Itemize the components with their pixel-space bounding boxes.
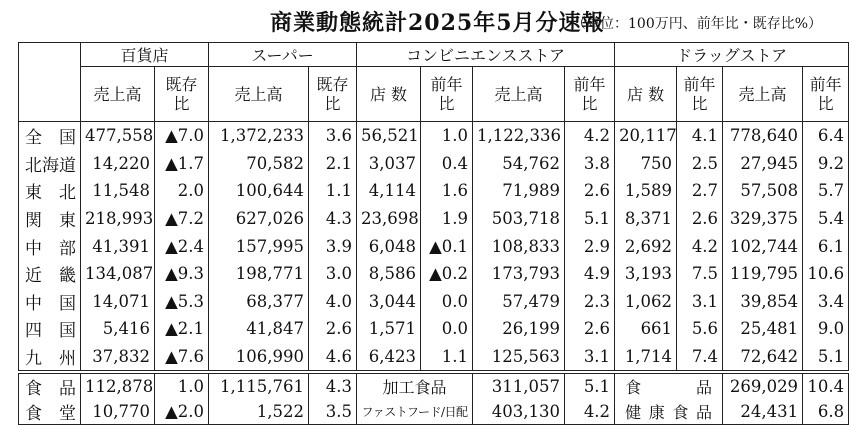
cell-cvs-sales-yoy: 2.3 — [565, 288, 615, 316]
cell-drug-stores-yoy: 4.2 — [677, 232, 723, 260]
cell-drug-stores: 8,371 — [615, 205, 677, 233]
cell-drug-stores-yoy: 3.1 — [677, 288, 723, 316]
table-row — [19, 232, 849, 260]
cell-cvs-yoy: 4.2 — [565, 399, 615, 425]
cell-drug-stores-yoy: 2.6 — [677, 205, 723, 233]
cell-super-exist: 3.9 — [309, 232, 357, 260]
cell-dept-exist: 2.0 — [155, 177, 209, 205]
cell-super-exist: 1.1 — [309, 177, 357, 205]
cell-cvs-stores-yoy: 0.4 — [421, 150, 473, 178]
cell-super-sales: 1,115,761 — [209, 374, 309, 400]
table-row — [19, 205, 849, 233]
cell-drug-sales-yoy: 5.4 — [803, 205, 849, 233]
category-label: 食 堂 — [19, 399, 81, 425]
category-rows — [19, 374, 849, 425]
cell-drug-sales: 269,029 — [723, 374, 803, 400]
cell-cvs-stores-yoy: 1.0 — [421, 122, 473, 150]
cell-super-sales: 1,522 — [209, 399, 309, 425]
drug-category-label: 健康食品 — [615, 399, 723, 425]
cell-cvs-stores-yoy: 1.9 — [421, 205, 473, 233]
cell-drug-sales: 329,375 — [723, 205, 803, 233]
cell-cvs-sales-yoy: 2.6 — [565, 315, 615, 343]
cell-drug-stores-yoy: 5.6 — [677, 315, 723, 343]
cell-super-exist: 2.1 — [309, 150, 357, 178]
col-cvs-stores-yoy: 前年 比 — [421, 67, 473, 122]
cell-cvs-sales: 71,989 — [473, 177, 565, 205]
cell-super-sales: 100,644 — [209, 177, 309, 205]
cell-drug-stores-yoy: 2.7 — [677, 177, 723, 205]
cell-drug-sales-yoy: 9.0 — [803, 315, 849, 343]
cell-drug-stores: 1,589 — [615, 177, 677, 205]
col-super-sales: 売上高 — [209, 67, 309, 122]
cell-drug-sales: 72,642 — [723, 343, 803, 371]
cell-cvs-sales-yoy: 3.1 — [565, 343, 615, 371]
col-drug-sales-yoy: 前年 比 — [803, 67, 849, 122]
cell-drug-sales-yoy: 5.1 — [803, 343, 849, 371]
cell-cvs-stores-yoy: ▲0.1 — [421, 232, 473, 260]
region-rows — [19, 122, 849, 374]
cell-drug-stores: 3,193 — [615, 260, 677, 288]
cell-super-exist: 3.6 — [309, 122, 357, 150]
cell-drug-sales: 39,854 — [723, 288, 803, 316]
cell-super-sales: 41,847 — [209, 315, 309, 343]
cell-drug-sales-yoy: 6.4 — [803, 122, 849, 150]
cell-super-exist: 3.5 — [309, 399, 357, 425]
cell-cvs-sales: 54,762 — [473, 150, 565, 178]
report-title-bar — [0, 2, 823, 42]
cell-drug-sales: 57,508 — [723, 177, 803, 205]
col-drug-stores-yoy: 前年 比 — [677, 67, 723, 122]
cell-cvs-stores: 8,586 — [357, 260, 421, 288]
cell-cvs-sales: 57,479 — [473, 288, 565, 316]
cell-super-sales: 106,990 — [209, 343, 309, 371]
cell-cvs-stores-yoy: ▲0.2 — [421, 260, 473, 288]
cell-cvs-sales: 108,833 — [473, 232, 565, 260]
cell-cvs-stores: 6,423 — [357, 343, 421, 371]
corner-cell — [19, 43, 81, 122]
cell-super-sales: 68,377 — [209, 288, 309, 316]
sales-statistics-table — [18, 42, 849, 425]
cell-dept-exist: ▲1.7 — [155, 150, 209, 178]
cell-drug-sales-yoy: 6.1 — [803, 232, 849, 260]
cell-cvs-stores: 3,037 — [357, 150, 421, 178]
cell-cvs-sales-yoy: 2.6 — [565, 177, 615, 205]
region-label: 東 北 — [19, 177, 81, 205]
cell-dept-sales: 37,832 — [81, 343, 155, 371]
cell-cvs-sales: 173,793 — [473, 260, 565, 288]
group-header-row — [19, 43, 849, 67]
cell-super-sales: 627,026 — [209, 205, 309, 233]
region-label: 中 部 — [19, 232, 81, 260]
cell-super-exist: 4.3 — [309, 205, 357, 233]
cell-dept-sales: 5,416 — [81, 315, 155, 343]
cell-super-exist: 4.0 — [309, 288, 357, 316]
cell-super-exist: 2.6 — [309, 315, 357, 343]
header-supermarket: スーパー — [209, 43, 357, 67]
cell-drug-stores: 750 — [615, 150, 677, 178]
cell-drug-stores: 20,117 — [615, 122, 677, 150]
cell-dept-exist: ▲5.3 — [155, 288, 209, 316]
cell-drug-stores-yoy: 7.5 — [677, 260, 723, 288]
cell-cvs-sales: 125,563 — [473, 343, 565, 371]
cell-drug-stores-yoy: 7.4 — [677, 343, 723, 371]
cell-drug-sales: 119,795 — [723, 260, 803, 288]
region-label: 九 州 — [19, 343, 81, 371]
category-label: 食 品 — [19, 374, 81, 400]
cell-drug-stores-yoy: 4.1 — [677, 122, 723, 150]
cell-dept-sales: 41,391 — [81, 232, 155, 260]
cell-dept-sales: 10,770 — [81, 399, 155, 425]
col-cvs-sales-yoy: 前年 比 — [565, 67, 615, 122]
cell-drug-stores: 1,062 — [615, 288, 677, 316]
cell-drug-stores: 661 — [615, 315, 677, 343]
cell-cvs-sales: 503,718 — [473, 205, 565, 233]
table-row — [19, 374, 849, 400]
unit-note: （単位：100万円、前年比・既存比%） — [572, 16, 823, 32]
cell-cvs-sales-yoy: 3.8 — [565, 150, 615, 178]
table-row — [19, 399, 849, 425]
cell-dept-exist: ▲2.1 — [155, 315, 209, 343]
region-label: 四 国 — [19, 315, 81, 343]
cell-dept-sales: 112,878 — [81, 374, 155, 400]
table-row — [19, 315, 849, 343]
cell-drug-sales-yoy: 9.2 — [803, 150, 849, 178]
cell-dept-sales: 14,071 — [81, 288, 155, 316]
cell-super-exist: 4.6 — [309, 343, 357, 371]
cell-drug-sales: 25,481 — [723, 315, 803, 343]
cell-drug-sales-yoy: 10.6 — [803, 260, 849, 288]
cell-dept-sales: 134,087 — [81, 260, 155, 288]
cell-cvs-stores-yoy: 1.1 — [421, 343, 473, 371]
cvs-category-label: 加工食品 — [357, 374, 473, 400]
cell-cvs-sales-yoy: 4.2 — [565, 122, 615, 150]
cell-cvs-stores: 23,698 — [357, 205, 421, 233]
col-cvs-sales: 売上高 — [473, 67, 565, 122]
cell-cvs-sales-yoy: 4.9 — [565, 260, 615, 288]
cell-drug-yoy: 6.8 — [803, 399, 849, 425]
col-dept-existing: 既存 比 — [155, 67, 209, 122]
cell-super-sales: 157,995 — [209, 232, 309, 260]
drug-category-label: 食 品 — [615, 374, 723, 400]
region-label: 全 国 — [19, 122, 81, 150]
col-cvs-stores: 店 数 — [357, 67, 421, 122]
cell-cvs-stores: 3,044 — [357, 288, 421, 316]
cvs-category-label: ファストフード/日配 — [357, 399, 473, 425]
column-header-row — [19, 67, 849, 122]
cell-dept-exist: ▲2.4 — [155, 232, 209, 260]
cell-drug-sales: 778,640 — [723, 122, 803, 150]
cell-dept-sales: 477,558 — [81, 122, 155, 150]
table-row — [19, 343, 849, 371]
region-label: 北海道 — [19, 150, 81, 178]
cell-cvs-stores: 6,048 — [357, 232, 421, 260]
cell-dept-exist: ▲7.2 — [155, 205, 209, 233]
cell-dept-exist: 1.0 — [155, 374, 209, 400]
cell-cvs-stores: 56,521 — [357, 122, 421, 150]
col-super-existing: 既存 比 — [309, 67, 357, 122]
header-drugstore: ドラッグストア — [615, 43, 849, 67]
table-row — [19, 122, 849, 150]
table-row — [19, 260, 849, 288]
cell-cvs-sales-yoy: 2.9 — [565, 232, 615, 260]
cell-drug-sales-yoy: 3.4 — [803, 288, 849, 316]
cell-cvs-stores-yoy: 1.6 — [421, 177, 473, 205]
cell-super-sales: 1,372,233 — [209, 122, 309, 150]
col-drug-stores: 店 数 — [615, 67, 677, 122]
cell-dept-sales: 14,220 — [81, 150, 155, 178]
cell-drug-yoy: 10.4 — [803, 374, 849, 400]
cell-super-sales: 70,582 — [209, 150, 309, 178]
cell-cvs-yoy: 5.1 — [565, 374, 615, 400]
header-department-store: 百貨店 — [81, 43, 209, 67]
cell-cvs-stores-yoy: 0.0 — [421, 288, 473, 316]
cell-cvs-sales: 311,057 — [473, 374, 565, 400]
cell-dept-exist: ▲2.0 — [155, 399, 209, 425]
region-label: 中 国 — [19, 288, 81, 316]
cell-cvs-stores-yoy: 0.0 — [421, 315, 473, 343]
cell-drug-sales-yoy: 5.7 — [803, 177, 849, 205]
cell-drug-stores-yoy: 2.5 — [677, 150, 723, 178]
cell-super-exist: 4.3 — [309, 374, 357, 400]
cell-drug-stores: 2,692 — [615, 232, 677, 260]
cell-dept-exist: ▲9.3 — [155, 260, 209, 288]
region-label: 近 畿 — [19, 260, 81, 288]
report-title: 商業動態統計2025年5月分速報 — [270, 10, 605, 36]
cell-cvs-sales: 1,122,336 — [473, 122, 565, 150]
cell-super-sales: 198,771 — [209, 260, 309, 288]
region-label: 関 東 — [19, 205, 81, 233]
table-row — [19, 177, 849, 205]
cell-drug-sales: 24,431 — [723, 399, 803, 425]
header-convenience-store: コンビニエンスストア — [357, 43, 615, 67]
col-drug-sales: 売上高 — [723, 67, 803, 122]
table-row — [19, 288, 849, 316]
cell-super-exist: 3.0 — [309, 260, 357, 288]
cell-dept-sales: 218,993 — [81, 205, 155, 233]
cell-drug-sales: 27,945 — [723, 150, 803, 178]
cell-dept-exist: ▲7.0 — [155, 122, 209, 150]
cell-cvs-stores: 1,571 — [357, 315, 421, 343]
cell-drug-sales: 102,744 — [723, 232, 803, 260]
cell-drug-stores: 1,714 — [615, 343, 677, 371]
cell-cvs-sales-yoy: 5.1 — [565, 205, 615, 233]
col-dept-sales: 売上高 — [81, 67, 155, 122]
cell-cvs-sales: 26,199 — [473, 315, 565, 343]
cell-cvs-stores: 4,114 — [357, 177, 421, 205]
cell-dept-sales: 11,548 — [81, 177, 155, 205]
cell-cvs-sales: 403,130 — [473, 399, 565, 425]
cell-dept-exist: ▲7.6 — [155, 343, 209, 371]
table-row — [19, 150, 849, 178]
